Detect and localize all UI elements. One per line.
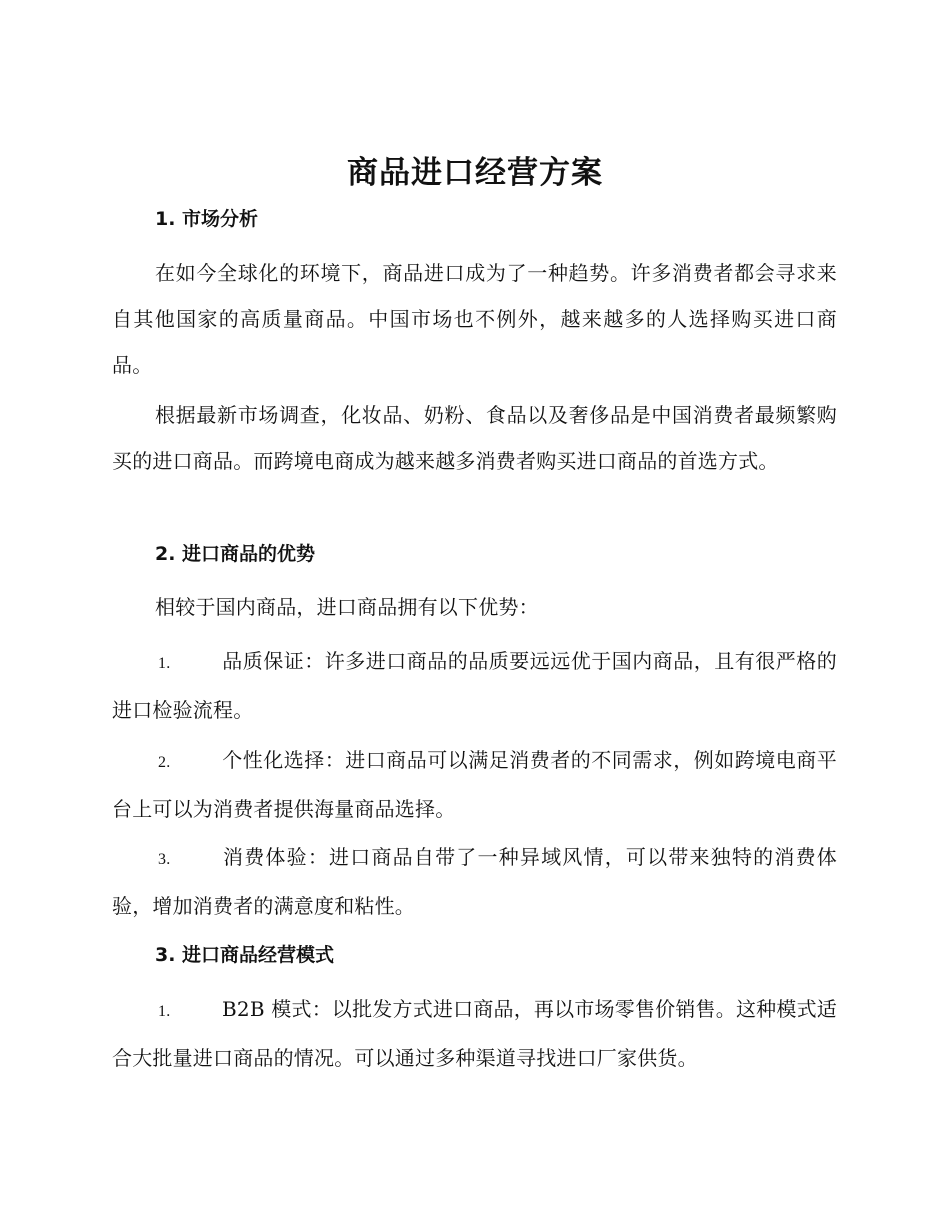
list-item-number: 2. [158,754,171,771]
list-item-experience [112,834,837,929]
paragraph-market-survey: 根据最新市场调查，化妆品、奶粉、食品以及奢侈品是中国消费者最频繁购买的进口商品。而跨境电商成为越来越多消费者购买进口商品的首选方式。 [112,403,837,473]
list-item-text: 个性化选择：进口商品可以满足消费者的不同需求，例如跨境电商平台上可以为消费者提供海量商品选择。 [112,748,837,821]
document-title: 商品进口经营方案 [347,155,603,191]
list-item-quality [112,638,837,733]
list-item-text: B2B 模式：以批发方式进口商品，再以市场零售价销售。这种模式适合大批量进口商品的情况。可以通过多种渠道寻找进口厂家供货。 [112,997,837,1070]
list-item-number: 1. [158,1003,171,1020]
list-item-text: 消费体验：进口商品自带了一种异域风情，可以带来独特的消费体验，增加消费者的满意度和粘性。 [112,845,837,918]
list-item-number: 1. [158,655,171,672]
paragraph-advantages-intro: 相较于国内商品，进口商品拥有以下优势： [155,595,539,619]
paragraph-market-trend: 在如今全球化的环境下，商品进口成为了一种趋势。许多消费者都会寻求来自其他国家的高质量商品。中国市场也不例外，越来越多的人选择购买进口商品。 [112,261,837,377]
section-heading-advantages: 2. 进口商品的优势 [155,543,316,565]
list-item-personalization [112,737,837,832]
section-heading-business-models: 3. 进口商品经营模式 [155,944,335,966]
list-item-b2b [112,986,837,1081]
list-item-text: 品质保证：许多进口商品的品质要远远优于国内商品，且有很严格的进口检验流程。 [112,649,837,722]
list-item-number: 3. [158,851,171,868]
section-heading-market-analysis: 1. 市场分析 [155,208,259,230]
